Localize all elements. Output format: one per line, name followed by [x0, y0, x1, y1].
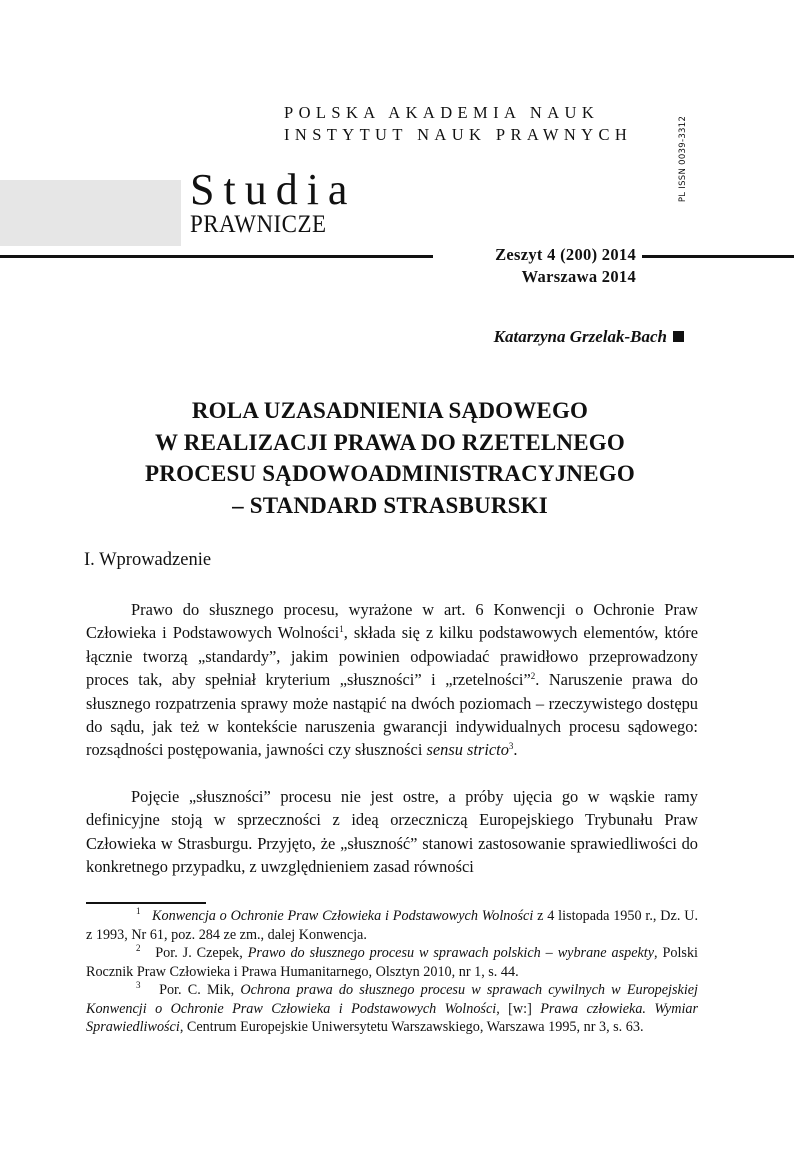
author-name: Katarzyna Grzelak-Bach [493, 327, 667, 346]
footnote-italic: Prawa człowieka. Wymiar Sprawiedliwości [86, 1000, 699, 1036]
journal-name-studia: Studia [190, 165, 357, 214]
footnote-text: Por. J. Czepek, [155, 945, 248, 961]
header-rule-left [0, 255, 433, 258]
author [494, 327, 684, 347]
footnote-text: z 4 listopada 1950 r., Dz. U. z 1993, Nr 61, poz. 284 ze zm., dalej Konwencja. [86, 908, 699, 943]
footnote-text: Por. C. Mik, [159, 982, 241, 998]
footnote-italic: Prawo do słusznego procesu w sprawach polskich – wybrane aspekty [247, 945, 655, 961]
publisher-line-1: POLSKA AKADEMIA NAUK [284, 103, 600, 122]
paragraph-text: Pojęcie „słuszności” procesu nie jest ostre, a próby ujęcia go w wąskie ramy definicyjne stoją w sprzeczności z ideą orzeczniczą Europejskiego Trybunału Praw Człowieka w Strasburgu. Przyjęto, że „słuszność” stanowi zastosowanie sprawiedliwości do konkretnego przypadku, z uwzględnieniem zasad równości [86, 787, 698, 877]
footnote-italic: Ochrona prawa do słusznego procesu w sprawach cywilnych w Europejskiej Konwencji o Ochronie Praw Człowieka i Podstawowych Wolności [86, 982, 698, 1017]
footnote-number: 3 [136, 980, 141, 990]
issue-place-year: Warszawa 2014 [521, 267, 636, 286]
footnote-italic: Konwencja o Ochronie Praw Człowieka i Podstawowych Wolności [152, 908, 534, 924]
issn-label [676, 104, 690, 214]
footnote-1 [86, 907, 698, 944]
section-heading: I. Wprowadzenie [84, 550, 212, 570]
square-bullet-icon [673, 331, 684, 342]
issue-number: Zeszyt 4 (200) 2014 [495, 245, 636, 264]
title-line: PROCESU SĄDOWOADMINISTRACYJNEGO [145, 461, 635, 486]
text-span: . Naruszenie prawa do słusznego rozpatrzenia sprawy może nastąpić na dwóch poziomach – rzeczywistego dostępu do sądu, jak też w kontekście naruszenia gwarancji indywidualnych procesu sądowego: rozsądności postępowania, jawności czy słuszności [86, 670, 698, 760]
footnote-ref-3[interactable]: 3 [508, 741, 514, 752]
publisher-block [284, 102, 632, 146]
publisher-line-2: INSTYTUT NAUK PRAWNYCH [284, 125, 633, 144]
footnote-ref-1[interactable]: 1 [339, 624, 344, 635]
body-paragraph-2 [86, 785, 698, 879]
title-line: ROLA UZASADNIENIA SĄDOWEGO [191, 398, 589, 423]
title-line: W REALIZACJI PRAWA DO RZETELNEGO [155, 429, 625, 455]
text-span: , składa się z kilku podstawowych elementów, które łącznie tworzą „standardy”, jakim powinien odpowiadać prawidłowo przeprowadzony proces tak, aby spełniał kryterium „słuszności” i „rzetelności” [86, 623, 698, 690]
footnote-separator [86, 902, 206, 904]
footnote-text: , Centrum Europejskie Uniwersytetu Warszawskiego, Warszawa 1995, nr 3, s. 63. [179, 1019, 644, 1036]
issn-text: PL ISSN 0039-3312 [678, 115, 688, 203]
footnote-ref-2[interactable]: 2 [530, 671, 536, 682]
footnote-3 [86, 981, 698, 1037]
footnote-text: , [w:] [496, 1000, 541, 1017]
journal-logo-block [0, 180, 181, 246]
text-span: Prawo do słusznego procesu, wyrażone w art. 6 Konwencji o Ochronie Praw Człowieka i Podstawowych Wolności [86, 600, 698, 643]
footnote-text: , Polski Rocznik Praw Człowieka i Prawa Humanitarnego, Olsztyn 2010, nr 1, s. 44. [86, 945, 698, 980]
article-title [80, 395, 700, 521]
italic-term: sensu stricto [426, 740, 509, 760]
footnote-number: 1 [136, 906, 141, 916]
title-line: – STANDARD STRASBURSKI [232, 492, 548, 518]
journal-name-prawnicze: PRAWNICZE [190, 211, 327, 238]
footnote-2 [86, 944, 698, 981]
text-span: . [513, 740, 518, 760]
issue-info [440, 244, 636, 288]
body-paragraph-1 [86, 598, 698, 762]
footnote-number: 2 [136, 943, 141, 953]
header-rule-right [642, 255, 794, 258]
